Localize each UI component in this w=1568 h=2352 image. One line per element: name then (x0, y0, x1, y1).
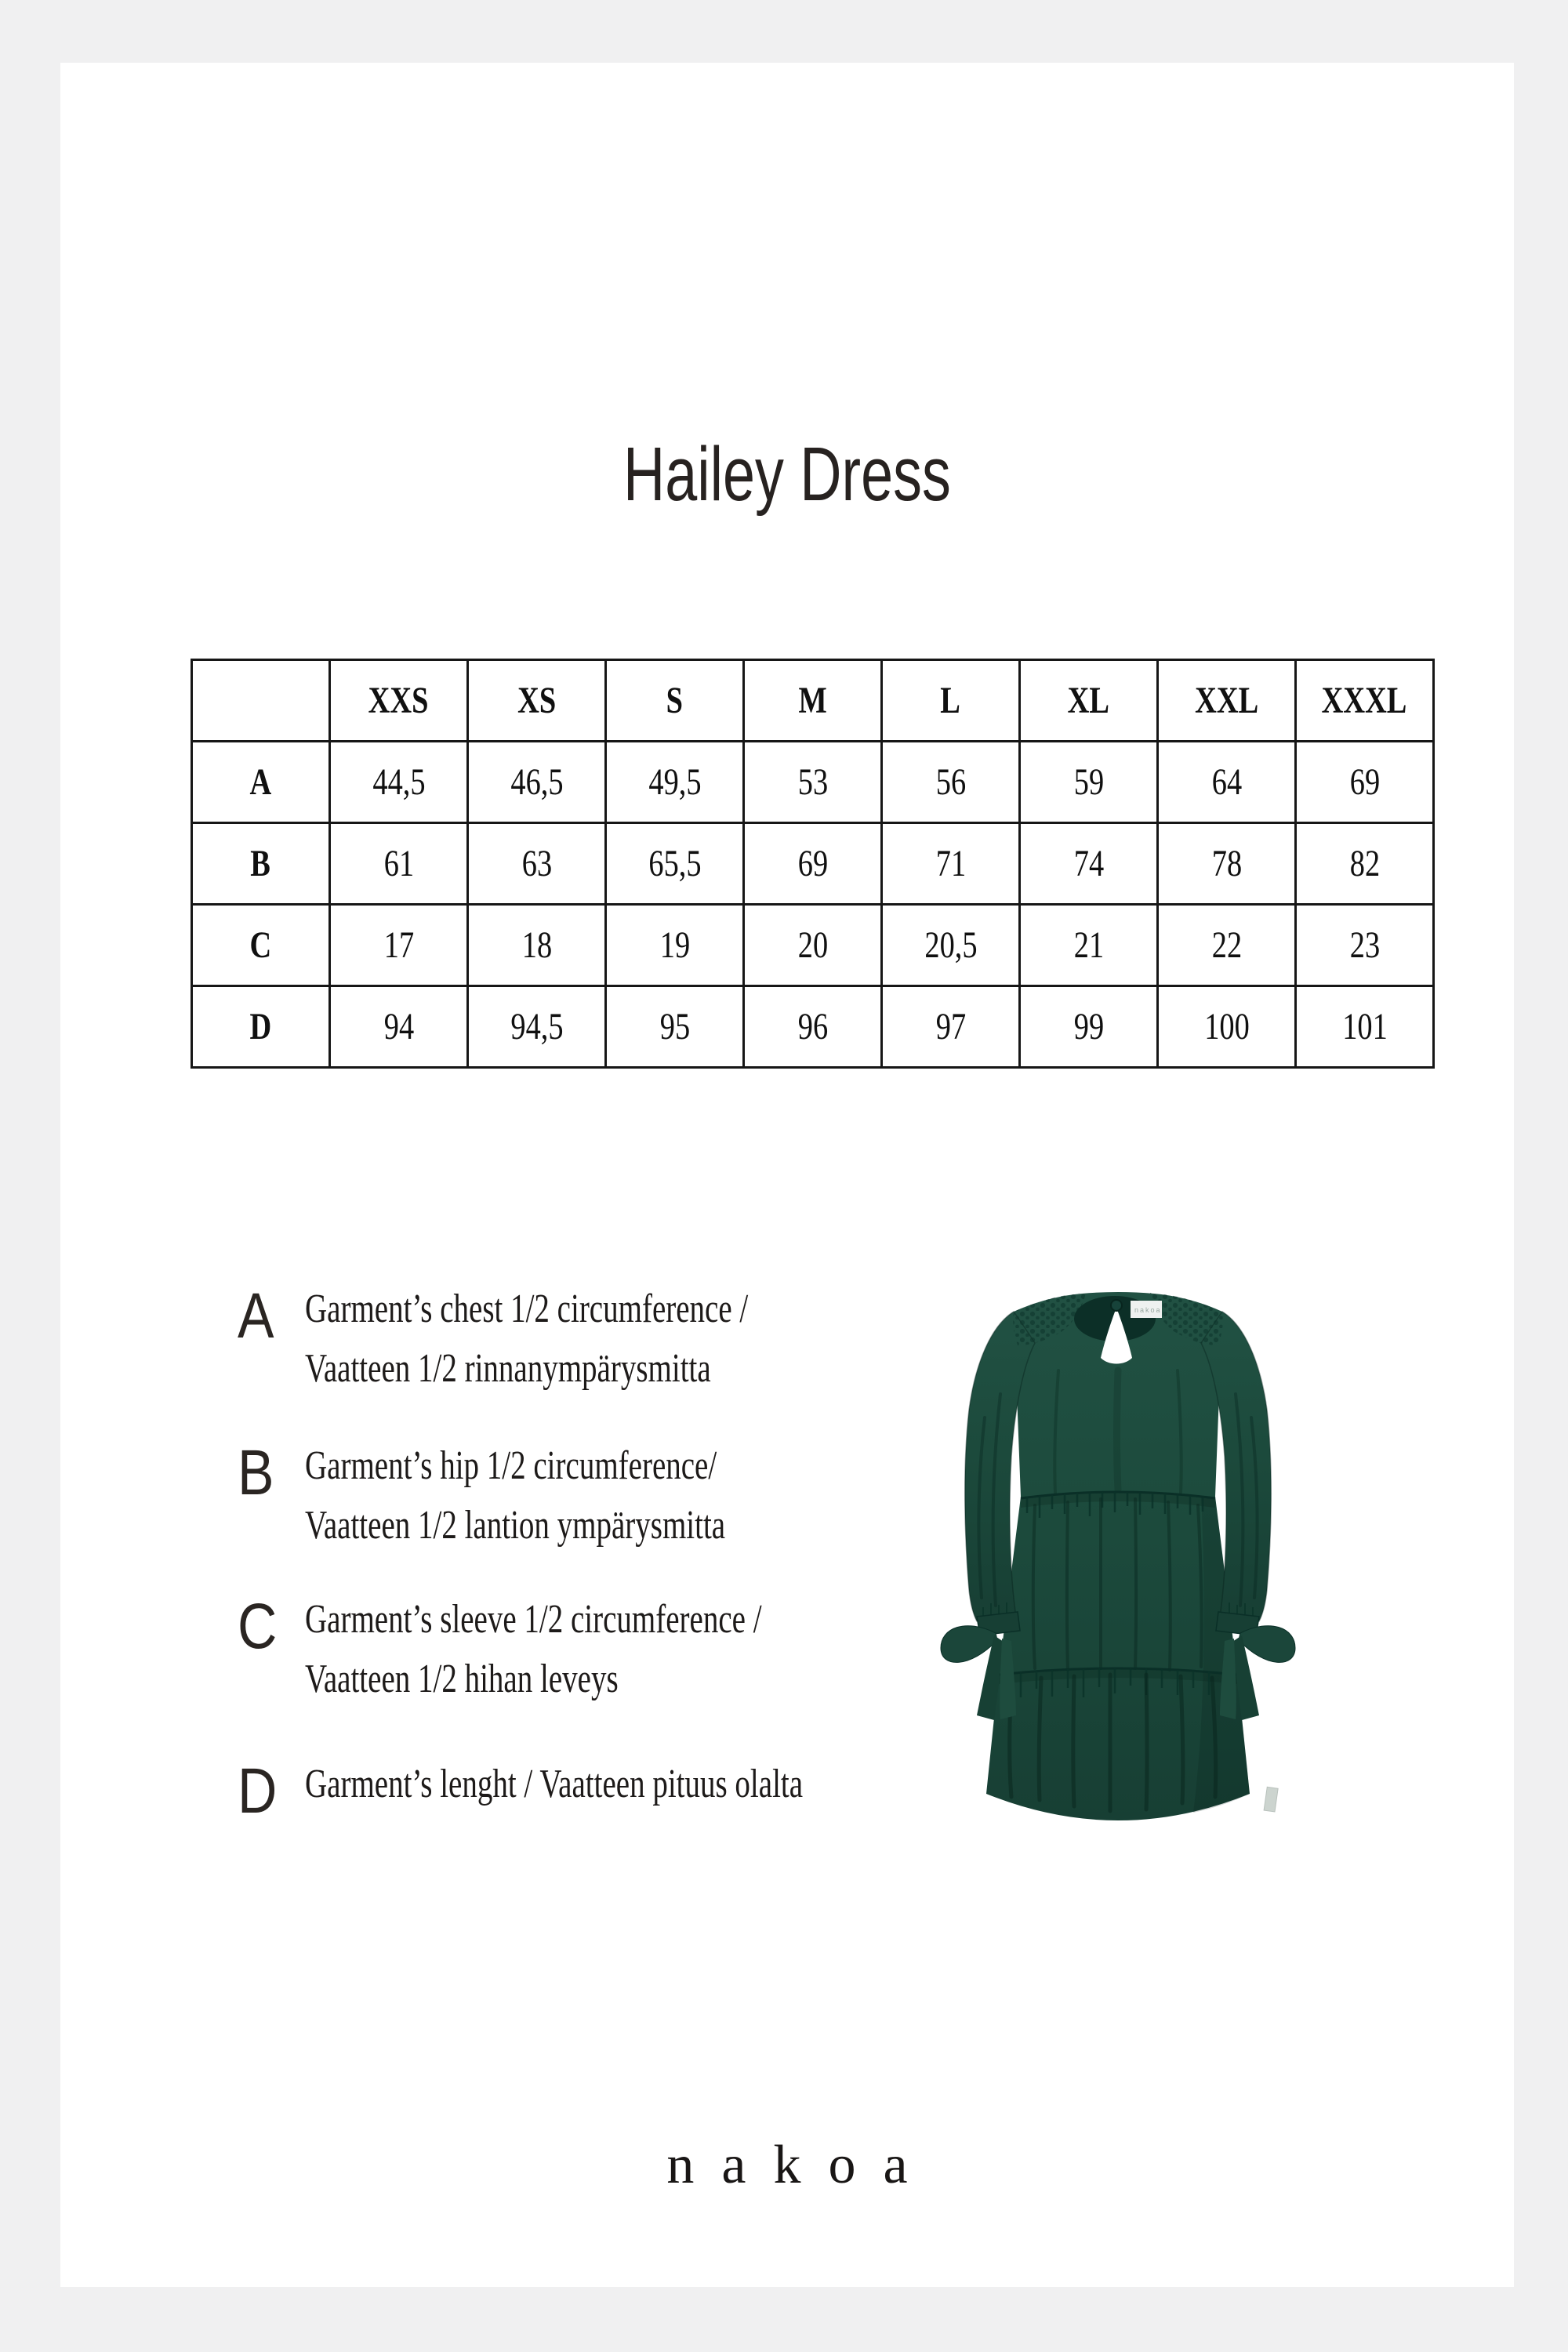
dress-illustration (917, 1276, 1319, 1835)
row-label: D (192, 986, 330, 1068)
table-row (192, 986, 1434, 1068)
page-title-text: Hailey Dress (623, 431, 951, 517)
table-cell: 99 (1020, 986, 1158, 1068)
table-cell: 69 (1296, 742, 1434, 823)
legend-line: Garment’s sleeve 1/2 circumference / (305, 1597, 762, 1642)
brand-logo: nakoa (666, 2135, 935, 2195)
legend-letter: B (238, 1437, 274, 1508)
table-cell: 20,5 (882, 905, 1020, 986)
size-col-header: XL (1020, 660, 1158, 742)
size-col-header: L (882, 660, 1020, 742)
hem-tag (1264, 1787, 1278, 1812)
size-col-header: M (744, 660, 882, 742)
size-chart-table (191, 659, 1435, 1069)
row-label: C (192, 905, 330, 986)
table-row (192, 905, 1434, 986)
legend-line: Garment’s hip 1/2 circumference/ (305, 1443, 717, 1488)
table-cell: 53 (744, 742, 882, 823)
legend-line: Garment’s chest 1/2 circumference / (305, 1287, 749, 1331)
size-col-header (192, 660, 330, 742)
table-cell: 101 (1296, 986, 1434, 1068)
legend-text-box (305, 1590, 914, 1709)
table-cell: 59 (1020, 742, 1158, 823)
legend-text-box (305, 1755, 969, 1814)
table-cell: 19 (606, 905, 744, 986)
table-cell: 44,5 (330, 742, 468, 823)
legend-line: Vaatteen 1/2 rinnanympärysmitta (305, 1346, 711, 1391)
table-cell: 82 (1296, 823, 1434, 905)
table-cell: 69 (744, 823, 882, 905)
table-cell: 18 (468, 905, 606, 986)
page-title (60, 433, 1514, 517)
table-cell: 78 (1158, 823, 1296, 905)
legend-line: Vaatteen 1/2 hihan leveys (305, 1657, 619, 1701)
right-bow-loop (1239, 1626, 1295, 1663)
legend-letter-box (238, 1590, 305, 1662)
table-cell: 63 (468, 823, 606, 905)
table-cell: 94,5 (468, 986, 606, 1068)
size-table-header-row (192, 660, 1434, 742)
legend-letter-box (238, 1436, 305, 1508)
table-cell: 95 (606, 986, 744, 1068)
size-col-header: XXS (330, 660, 468, 742)
legend-letter-box (238, 1755, 305, 1827)
table-cell: 22 (1158, 905, 1296, 986)
table-cell: 21 (1020, 905, 1158, 986)
table-cell: 65,5 (606, 823, 744, 905)
legend-letter-box (238, 1279, 305, 1352)
table-cell: 17 (330, 905, 468, 986)
table-cell: 49,5 (606, 742, 744, 823)
table-cell: 96 (744, 986, 882, 1068)
neck-brand-label-text: nakoa (1134, 1306, 1162, 1314)
left-bow-loop (941, 1626, 997, 1663)
legend-text-box (305, 1436, 866, 1555)
legend-letter: C (238, 1591, 278, 1662)
table-cell: 23 (1296, 905, 1434, 986)
size-col-header: XXL (1158, 660, 1296, 742)
size-col-header: XXXL (1296, 660, 1434, 742)
legend-item-d (238, 1755, 969, 1827)
table-cell: 64 (1158, 742, 1296, 823)
table-row (192, 823, 1434, 905)
legend-text-box (305, 1279, 896, 1399)
legend-item-a (238, 1279, 896, 1399)
size-col-header: S (606, 660, 744, 742)
legend-item-b (238, 1436, 866, 1555)
table-cell: 97 (882, 986, 1020, 1068)
size-col-header: XS (468, 660, 606, 742)
legend-letter: A (238, 1280, 274, 1352)
legend-letter: D (238, 1755, 278, 1827)
size-guide-card (60, 63, 1514, 2287)
legend-line: Vaatteen 1/2 lantion ympärysmitta (305, 1503, 726, 1548)
row-label: A (192, 742, 330, 823)
table-cell: 100 (1158, 986, 1296, 1068)
legend-line: Garment’s lenght / Vaatteen pituus olalta (305, 1762, 804, 1806)
table-cell: 61 (330, 823, 468, 905)
table-cell: 20 (744, 905, 882, 986)
row-label: B (192, 823, 330, 905)
table-cell: 56 (882, 742, 1020, 823)
table-cell: 74 (1020, 823, 1158, 905)
table-cell: 94 (330, 986, 468, 1068)
table-row (192, 742, 1434, 823)
neck-button (1111, 1300, 1122, 1311)
size-table-wrap (191, 659, 1435, 1069)
dress-product-image (917, 1276, 1319, 1835)
table-cell: 46,5 (468, 742, 606, 823)
legend-item-c (238, 1590, 914, 1709)
table-cell: 71 (882, 823, 1020, 905)
